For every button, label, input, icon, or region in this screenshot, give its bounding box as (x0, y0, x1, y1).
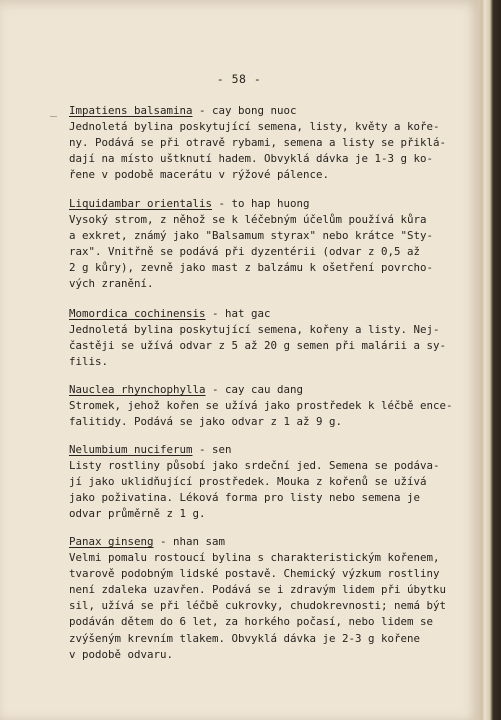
entry-text-line: jí jako uklidňující prostředek. Mouka z kořenů se užívá (69, 475, 427, 489)
entry-text-line: není zdaleka uzavřen. Podává se i zdravým lidem při úbytku (69, 583, 447, 597)
entry-nauclea-rhynchophylla (69, 382, 453, 430)
page-number: - 58 - (216, 72, 262, 86)
heading-separator: - (192, 104, 213, 117)
entry-text-line: jako poživatina. Léková forma pro listy nebo semena je (69, 491, 421, 505)
entry-liquidambar-orientalis (69, 196, 439, 293)
entry-text-line: častěji se užívá odvar z 5 až 20 g semen při malárii a sy- (69, 339, 447, 353)
entry-heading (69, 196, 439, 212)
entry-text-line: tvarově podobným lidské postavě. Chemický výzkum rostliny (69, 567, 440, 581)
entry-text-line: Jednoletá bylina poskytující semena, kořeny a listy. Nej- (69, 323, 440, 337)
entry-text-line: 2 g kůry), zevně jako mast z balzámu k ošetření povrcho- (69, 261, 434, 275)
entry-text-line: falitidy. Podává se jako odvar z 1 až 9 g. (69, 415, 343, 429)
latin-name: Panax ginseng (69, 535, 154, 548)
entry-text-line: ny. Podává se při otravě rybami, semena a listy se přiklá- (69, 136, 447, 150)
entry-text-line: sil, užívá se při léčbě cukrovky, chudokrevnosti; nemá být (69, 599, 447, 613)
entry-text-line: Stromek, jehož kořen se užívá jako prostředek k léčbě ence- (69, 399, 453, 413)
margin-mark (50, 116, 57, 117)
entry-text-line: a exkret, známý jako "Balsamum styrax" nebo krátce "Sty- (69, 229, 434, 243)
latin-name: Liquidambar orientalis (69, 197, 213, 210)
entry-text-line: v podobě odvaru. (69, 647, 174, 661)
entry-nelumbium-nuciferum (69, 442, 439, 522)
entry-text-line: řene v podobě macerátu v rýžové pálence. (69, 168, 330, 182)
latin-name: Impatiens balsamina (69, 104, 193, 117)
entry-text-line: podáván dětem do 6 let, za horkého počasí, nebo lidem se (69, 615, 434, 629)
entry-impatiens-balsamina (69, 103, 447, 183)
entry-heading (69, 306, 439, 322)
entry-text-line: odvar průměrně z 1 g. (69, 507, 206, 521)
entry-heading (69, 103, 439, 119)
latin-name: Momordica cochinensis (69, 307, 206, 320)
vernacular-name: sen (212, 443, 232, 456)
vernacular-name: cay bong nuoc (212, 104, 297, 117)
heading-separator: - (192, 443, 213, 456)
latin-name: Nelumbium nuciferum (69, 443, 193, 456)
vernacular-name: nhan sam (173, 535, 226, 548)
entry-heading (69, 382, 439, 398)
entry-momordica-cochinensis (69, 306, 447, 370)
entry-heading (69, 534, 439, 550)
entry-text-line: filis. (69, 355, 109, 369)
heading-separator: - (205, 383, 226, 396)
vernacular-name: hat gac (225, 307, 271, 320)
heading-separator: - (205, 307, 226, 320)
entry-text-line: Jednoletá bylina poskytující semena, listy, květy a koře- (69, 120, 440, 134)
heading-separator: - (212, 197, 232, 210)
entry-text-line: Velmi pomalu rostoucí bylina s charakteristickým kořenem, (69, 551, 440, 565)
vernacular-name: to hap huong (231, 197, 310, 210)
entry-heading (69, 442, 439, 458)
entry-text-line: rax". Vnitřně se podává při dyzentérii (odvar z 0,5 až (69, 245, 421, 259)
entry-panax-ginseng (69, 534, 447, 663)
entry-text-line: zvýšeným krevním tlakem. Obvyklá dávka je 2-3 g kořene (69, 631, 421, 645)
entry-text-line: vých zranění. (69, 277, 154, 291)
entry-text-line: dají na místo uštknutí hadem. Obvyklá dávka je 1-3 g ko- (69, 152, 434, 166)
page-edge (478, 0, 501, 720)
heading-separator: - (153, 535, 174, 548)
entry-text-line: Listy rostliny působí jako srdeční jed. Semena se podáva- (69, 459, 440, 473)
latin-name: Nauclea rhynchophylla (69, 383, 206, 396)
entry-text-line: Vysoký strom, z něhož se k léčebným účelům používá kůra (69, 213, 427, 227)
vernacular-name: cay cau dang (225, 383, 304, 396)
